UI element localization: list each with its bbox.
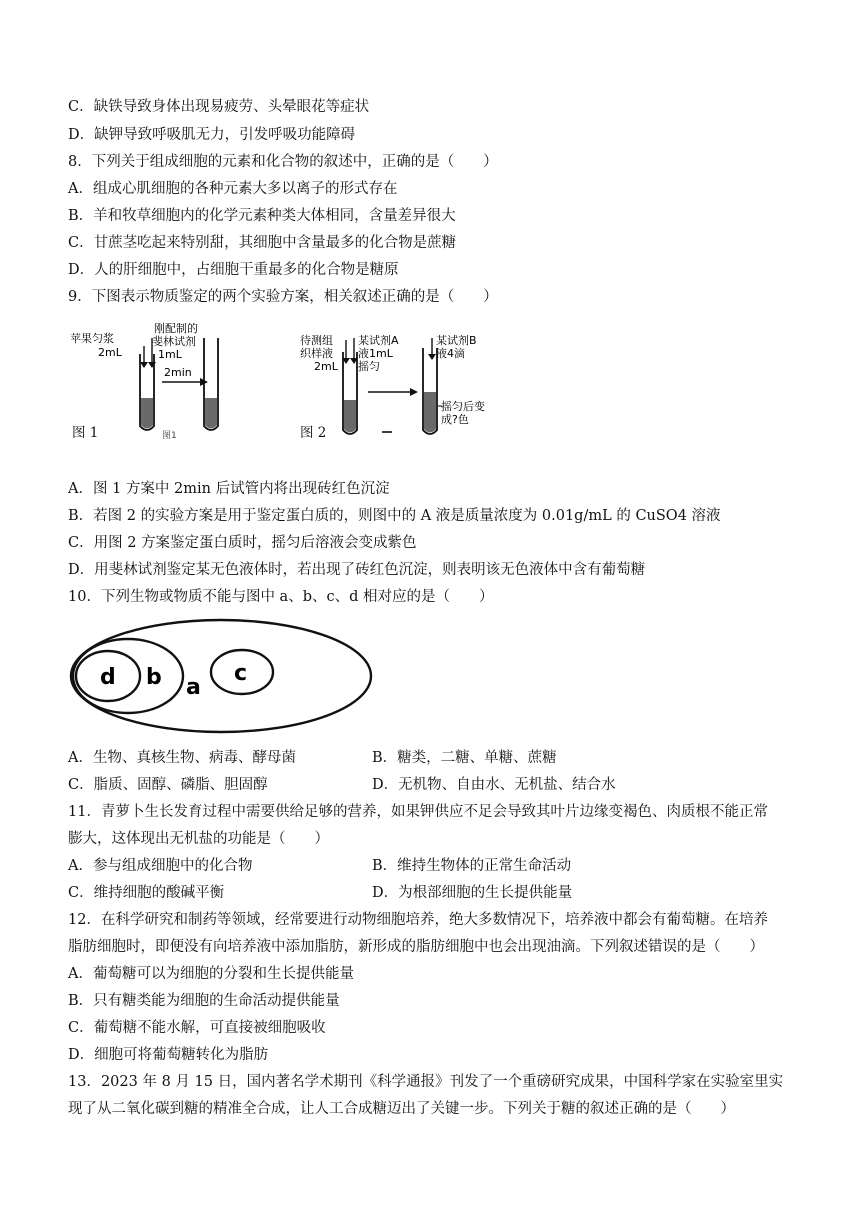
q8-stem: 8．下列关于组成细胞的元素和化合物的叙述中，正确的是（ ） — [68, 154, 498, 170]
q11-stem-line-2: 膨大，这体现出无机盐的功能是（ ） — [68, 831, 329, 847]
q9-figure-1 — [68, 318, 258, 440]
label-d: d — [100, 665, 116, 690]
fig2-result-2: 成?色 — [441, 413, 469, 426]
q7-option-d: D．缺钾导致呼吸肌无力，引发呼吸功能障碍 — [68, 127, 356, 143]
fig1-sample-label: 苹果匀浆 — [70, 332, 114, 345]
ellipse-a — [71, 620, 371, 732]
q7-option-c: C．缺铁导致身体出现易疲劳、头晕眼花等症状 — [68, 99, 370, 115]
q9-stem: 9．下图表示物质鉴定的两个实验方案，相关叙述正确的是（ ） — [68, 289, 498, 305]
fig2-reagent-a-1: 某试剂A — [358, 334, 399, 347]
q11-stem-line-1: 11．青萝卜生长发育过程中需要供给足够的营养，如果钾供应不足会导致其叶片边缘变褐色、肉质根不能正常 — [68, 804, 768, 820]
ellipse-b — [73, 639, 183, 713]
fig1-sample-arrow-head — [140, 362, 148, 368]
q12-option-c: C．葡萄糖不能水解，可直接被细胞吸收 — [68, 1020, 326, 1036]
q10-option-c: C．脂质、固醇、磷脂、胆固醇 — [68, 777, 268, 793]
q10-option-a: A．生物、真核生物、病毒、酵母菌 — [68, 750, 296, 766]
q9-option-a: A．图 1 方案中 2min 后试管内将出现砖红色沉淀 — [68, 481, 390, 497]
fig2-caption: 图 2 — [300, 425, 327, 441]
fig2-reagent-b-arrow-head — [428, 354, 436, 360]
fig2-result-1: 摇匀后变 — [441, 400, 485, 413]
q9-option-b: B．若图 2 的实验方案是用于鉴定蛋白质的，则图中的 A 液是质量浓度为 0.01g/mL 的 CuSO4 溶液 — [68, 508, 721, 524]
fig2-tube-2-liquid — [424, 392, 436, 433]
fig2-tube-1-liquid — [344, 400, 356, 433]
fig2-sample-volume: 2mL — [314, 360, 338, 373]
q11-option-d: D．为根部细胞的生长提供能量 — [372, 885, 573, 901]
q9-option-c: C．用图 2 方案鉴定蛋白质时，摇匀后溶液会变成紫色 — [68, 535, 417, 551]
q13-stem-line-1: 13．2023 年 8 月 15 日，国内著名学术期刊《科学通报》刊发了一个重磅研究成果，中国科学家在实验室里实 — [68, 1074, 784, 1090]
q10-option-d: D．无机物、自由水、无机盐、结合水 — [372, 777, 616, 793]
fig2-process-arrow-head — [410, 388, 418, 396]
fig2-reagent-a-2: 液1mL — [358, 347, 393, 360]
fig1-reagent-label-1: 刚配制的 — [154, 322, 198, 335]
fig1-caption: 图 1 — [72, 425, 99, 441]
q8-option-c: C．甘蔗茎吃起来特别甜，其细胞中含量最多的化合物是蔗糖 — [68, 235, 457, 251]
q11-option-b: B．维持生物体的正常生命活动 — [372, 858, 572, 874]
fig2-reagent-b-2: 液4滴 — [436, 347, 465, 360]
q11-option-c: C．维持细胞的酸碱平衡 — [68, 885, 225, 901]
fig1-sample-volume: 2mL — [98, 346, 122, 359]
fig1-time-label: 2min — [164, 366, 192, 379]
q8-option-a: A．组成心肌细胞的各种元素大多以离子的形式存在 — [68, 181, 398, 197]
fig2-sample-label-2: 织样液 — [300, 347, 333, 360]
q12-option-a: A．葡萄糖可以为细胞的分裂和生长提供能量 — [68, 966, 354, 982]
q9-figure-2 — [300, 330, 485, 442]
label-a: a — [186, 675, 201, 700]
q13-stem-line-2: 现了从二氧化碳到糖的精准全合成，让人工合成糖迈出了关键一步。下列关于糖的叙述正确的是（ ） — [68, 1101, 735, 1117]
q12-option-b: B．只有糖类能为细胞的生命活动提供能量 — [68, 993, 340, 1009]
fig1-tube-2-liquid — [205, 398, 217, 429]
fig1-reagent-volume: 1mL — [158, 348, 182, 361]
q12-option-d: D．细胞可将葡萄糖转化为脂肪 — [68, 1047, 269, 1063]
fig1-reagent-label-2: 斐林试剂 — [152, 335, 196, 348]
fig1-tube-1-liquid — [141, 398, 153, 429]
fig2-reagent-a-3: 摇匀 — [358, 360, 380, 373]
q10-option-b: B．糖类，二糖、单糖、蔗糖 — [372, 750, 557, 766]
fig2-sample-label-1: 待测组 — [300, 334, 333, 347]
fig2-reagent-b-1: 某试剂B — [436, 334, 477, 347]
fig1-inner-label: 图1 — [162, 431, 177, 441]
label-c: c — [234, 661, 248, 686]
q11-option-a: A．参与组成细胞中的化合物 — [68, 858, 253, 874]
q9-option-d: D．用斐林试剂鉴定某无色液体时，若出现了砖红色沉淀，则表明该无色液体中含有葡萄糖 — [68, 562, 646, 578]
label-b: b — [146, 665, 162, 690]
q8-option-d: D．人的肝细胞中，占细胞干重最多的化合物是糖原 — [68, 262, 399, 278]
q10-stem: 10．下列生物或物质不能与图中 a、b、c、d 相对应的是（ ） — [68, 589, 494, 605]
q12-stem-line-2: 脂肪细胞时，即便没有向培养液中添加脂肪，新形成的脂肪细胞中也会出现油滴。下列叙述错误的是（ ） — [68, 939, 764, 955]
q10-nested-ellipse-diagram — [66, 616, 376, 736]
q12-stem-line-1: 12．在科学研究和制药等领域，经常要进行动物细胞培养，绝大多数情况下，培养液中都会有葡萄糖。在培养 — [68, 912, 768, 928]
q8-option-b: B．羊和牧草细胞内的化学元素种类大体相同，含量差异很大 — [68, 208, 456, 224]
